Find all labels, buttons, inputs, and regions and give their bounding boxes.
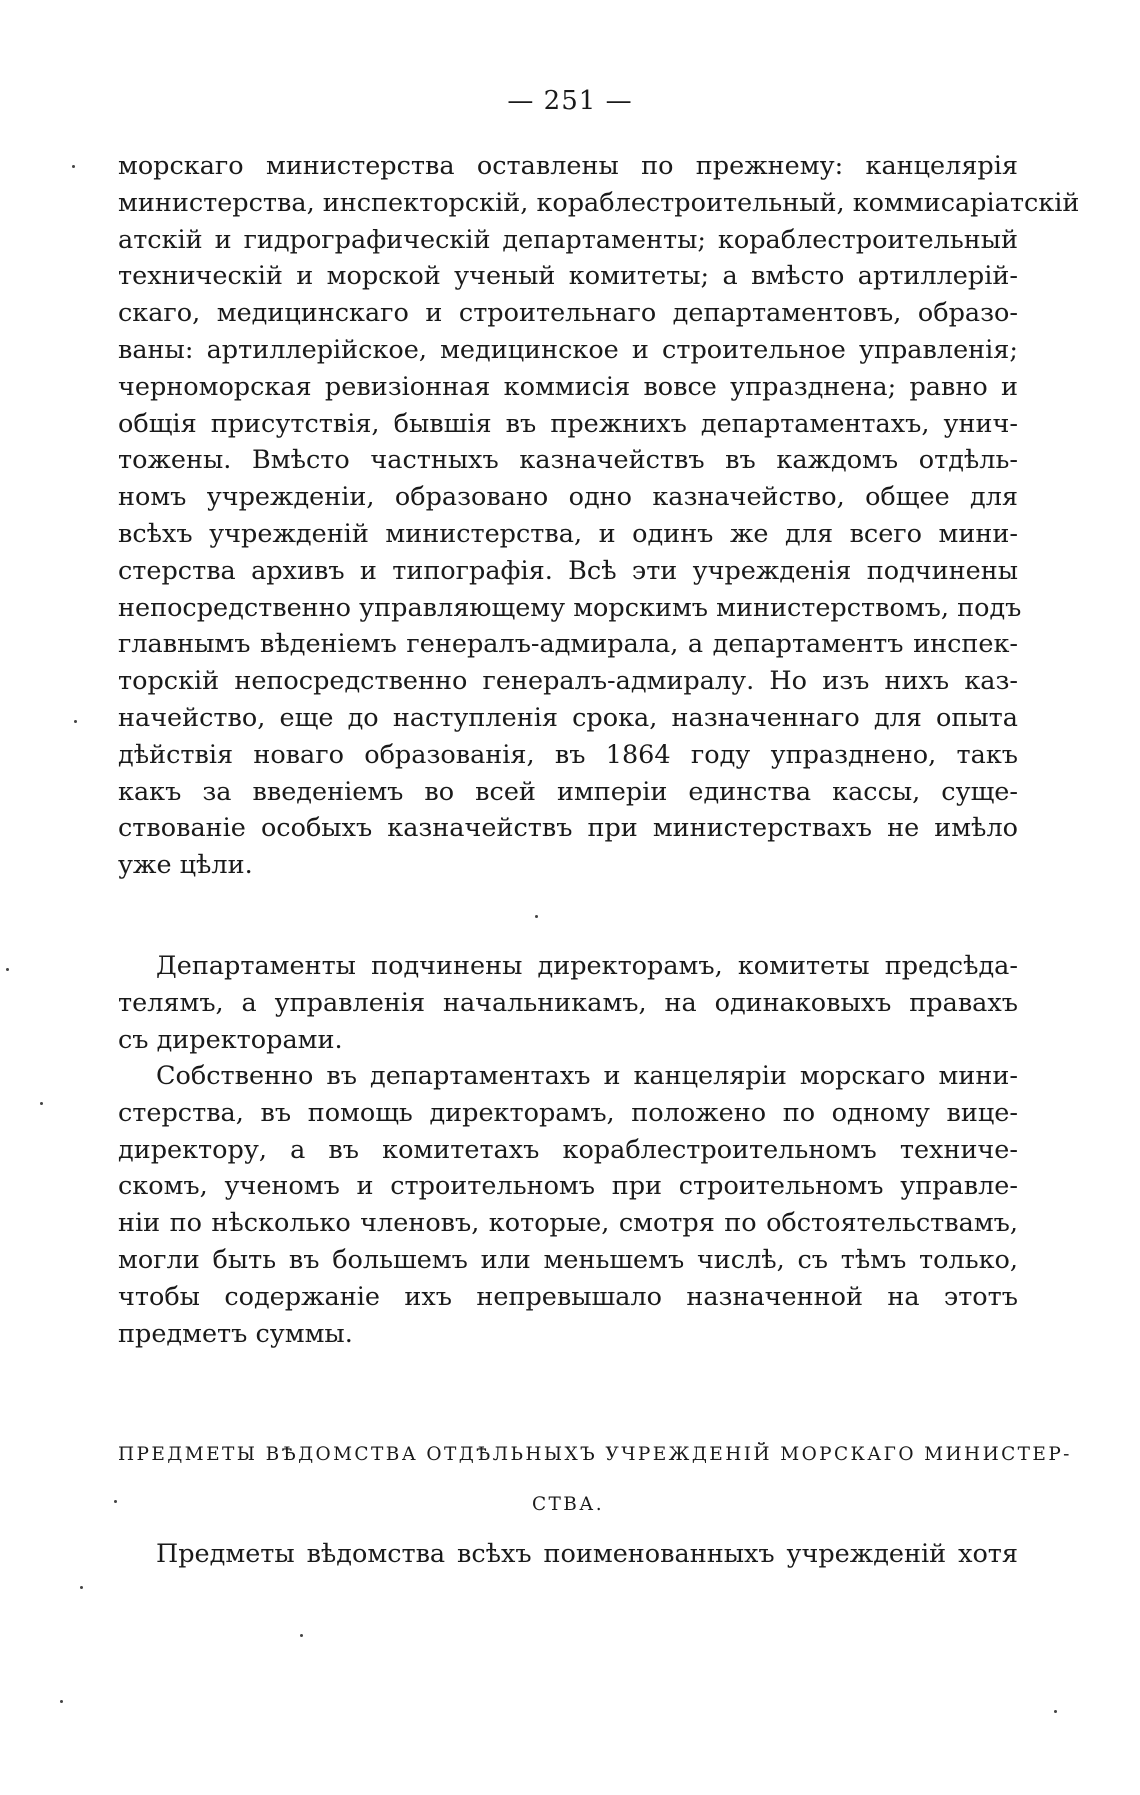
text-line: стерства архивъ и типографія. Всѣ эти учрежденія подчинены xyxy=(118,555,1018,586)
text-line: черноморская ревизіонная коммисія вовсе упразднена; равно и xyxy=(118,371,1018,402)
text-line: ніи по нѣсколько членовъ, которые, смотря по обстоятельствамъ, xyxy=(118,1208,1018,1239)
text-line: всѣхъ учрежденій министерства, и одинъ же для всего мини- xyxy=(118,518,1018,549)
scan-speck xyxy=(60,1700,63,1703)
text-line: какъ за введеніемъ во всей имперіи единства кассы, суще- xyxy=(118,776,1018,807)
text-line: торскій непосредственно генералъ-адмиралу. Но изъ нихъ каз- xyxy=(118,666,1018,697)
text-line: дѣйствія новаго образованія, въ 1864 году упразднено, такъ xyxy=(118,739,1018,770)
text-line: непосредственно управляющему морскимъ министерствомъ, подъ xyxy=(118,592,1022,623)
scan-speck xyxy=(72,165,75,168)
text-line: атскій и гидрографическій департаменты; кораблестроительный xyxy=(118,224,1018,255)
text-line: директору, а въ комитетахъ кораблестроительномъ техниче- xyxy=(118,1134,1018,1165)
text-line: скомъ, ученомъ и строительномъ при строительномъ управле- xyxy=(118,1171,1018,1202)
text-line: Департаменты подчинены директорамъ, комитеты предсѣда- xyxy=(156,951,1018,981)
text-line: чтобы содержаніе ихъ непревышало назначенной на этотъ xyxy=(118,1281,1018,1312)
text-line: стерства, въ помощь директорамъ, положено по одному вице- xyxy=(118,1097,1018,1128)
text-line: начейство, еще до наступленія срока, назначеннаго для опыта xyxy=(118,702,1018,733)
text-line: главнымъ вѣденіемъ генералъ-адмирала, а департаментъ инспек- xyxy=(118,629,1018,660)
text-line: министерства, инспекторскій, кораблестроительный, коммисаріатскій xyxy=(118,187,1080,218)
text-line: техническій и морской ученый комитеты; а вмѣсто артиллерій- xyxy=(118,261,1018,292)
text-line: Предметы вѣдомства всѣхъ поименованныхъ учрежденій хотя xyxy=(156,1539,1018,1569)
scan-speck xyxy=(74,720,77,723)
section-heading-line-1: ПРЕДМЕТЫ ВѢДОМСТВА ОТДѢЛЬНЫХЪ УЧРЕЖДЕНІЙ МОРСКАГО МИНИСТЕР- xyxy=(118,1444,1072,1465)
scan-speck xyxy=(114,1500,117,1503)
scan-speck xyxy=(1054,1710,1057,1713)
text-line: предметъ суммы. xyxy=(118,1318,353,1349)
text-line: общія присутствія, бывшія въ прежнихъ департаментахъ, унич- xyxy=(118,408,1018,439)
page-number: — 251 — xyxy=(507,86,633,116)
scan-speck xyxy=(300,1634,303,1637)
text-line: морскаго министерства оставлены по прежнему: канцелярія xyxy=(118,151,1018,181)
paragraph-jurisdiction xyxy=(118,1536,1018,1573)
section-heading xyxy=(118,1430,1072,1530)
text-line: тожены. Вмѣсто частныхъ казначействъ въ каждомъ отдѣль- xyxy=(118,445,1018,476)
scan-speck xyxy=(535,915,538,918)
text-line: уже цѣли. xyxy=(118,850,253,881)
text-line: телямъ, а управленія начальникамъ, на одинаковыхъ правахъ xyxy=(118,987,1018,1018)
text-line: ваны: артиллерійское, медицинское и строительное управленія; xyxy=(118,334,1018,365)
text-line: съ директорами. xyxy=(118,1024,343,1055)
section-heading-line-2: СТВА. xyxy=(532,1494,604,1515)
text-line: могли быть въ большемъ или меньшемъ числѣ, съ тѣмъ только, xyxy=(118,1244,1018,1275)
text-line: Собственно въ департаментахъ и канцеляріи морскаго мини- xyxy=(156,1061,1018,1091)
text-line: номъ учрежденіи, образовано одно казначейство, общее для xyxy=(118,482,1018,513)
text-line: скаго, медицинскаго и строительнаго департаментовъ, образо- xyxy=(118,298,1018,329)
scan-speck xyxy=(6,968,9,971)
paragraph-departments-subordination xyxy=(118,948,1018,1058)
scan-speck xyxy=(40,1102,43,1105)
paragraph-vice-directors xyxy=(118,1058,1018,1352)
text-line: ствованіе особыхъ казначействъ при министерствахъ не имѣло xyxy=(118,813,1018,844)
paragraph-ministry-structure xyxy=(118,148,1080,884)
scan-speck xyxy=(80,1586,83,1589)
